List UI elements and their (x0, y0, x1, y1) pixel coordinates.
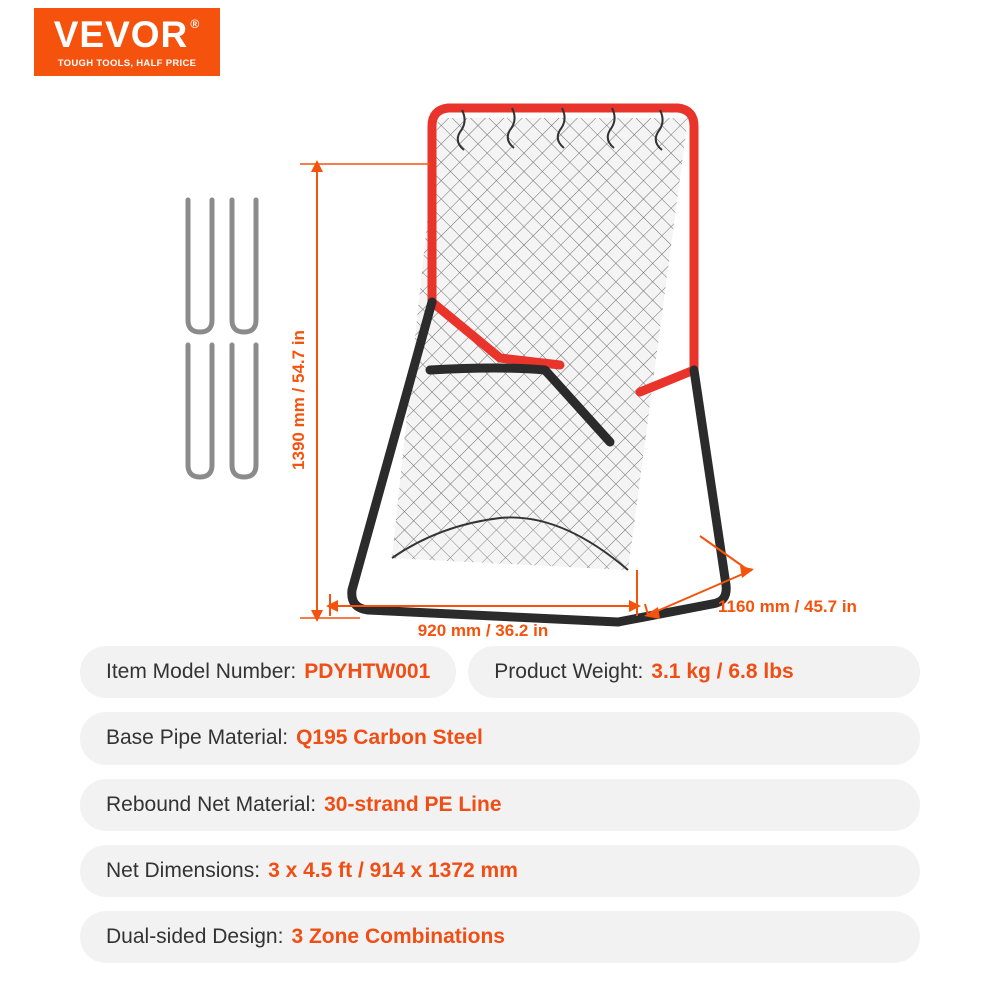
width-dimension-label: 920 mm / 36.2 in (417, 621, 549, 640)
spec-item-dual-sided-design (80, 911, 920, 963)
depth-dimension-label: 1160 mm / 45.7 in (718, 597, 857, 616)
spec-item-product-weight (468, 646, 920, 698)
spec-list (80, 646, 920, 977)
spec-row (80, 712, 920, 764)
spec-label: Net Dimensions: (106, 858, 261, 882)
spec-item-net-dimensions (80, 845, 920, 897)
spec-row (80, 845, 920, 897)
spec-value: Q195 Carbon Steel (296, 726, 483, 750)
spec-item-model-number (80, 646, 456, 698)
product-illustration (0, 70, 1000, 640)
spec-value: PDYHTW001 (304, 660, 431, 683)
spec-item-rebound-net-material (80, 779, 920, 831)
logo-wordmark (53, 13, 201, 55)
spec-value: 3 x 4.5 ft / 914 x 1372 mm (268, 858, 518, 882)
spec-label: Rebound Net Material: (106, 792, 317, 816)
registered-trademark-icon: ® (190, 16, 201, 31)
spec-row (80, 911, 920, 963)
spec-value: 3.1 kg / 6.8 lbs (651, 660, 794, 683)
spec-item-base-pipe-material (80, 712, 920, 764)
vevor-logo (34, 8, 220, 76)
spec-row (80, 779, 920, 831)
height-dimension-label: 1390 mm / 54.7 in (289, 330, 308, 470)
spec-label: Base Pipe Material: (106, 726, 289, 750)
spec-row (80, 646, 920, 698)
spec-value: 3 Zone Combinations (291, 925, 505, 948)
logo-brand-text: VEVOR (53, 13, 189, 55)
spec-label: Item Model Number: (106, 660, 297, 683)
logo-tagline: TOUGH TOOLS, HALF PRICE (57, 57, 197, 69)
spec-label: Dual-sided Design: (106, 925, 284, 948)
ground-stake-icon (188, 200, 256, 477)
spec-value: 30-strand PE Line (324, 792, 502, 816)
spec-label: Product Weight: (494, 660, 644, 683)
